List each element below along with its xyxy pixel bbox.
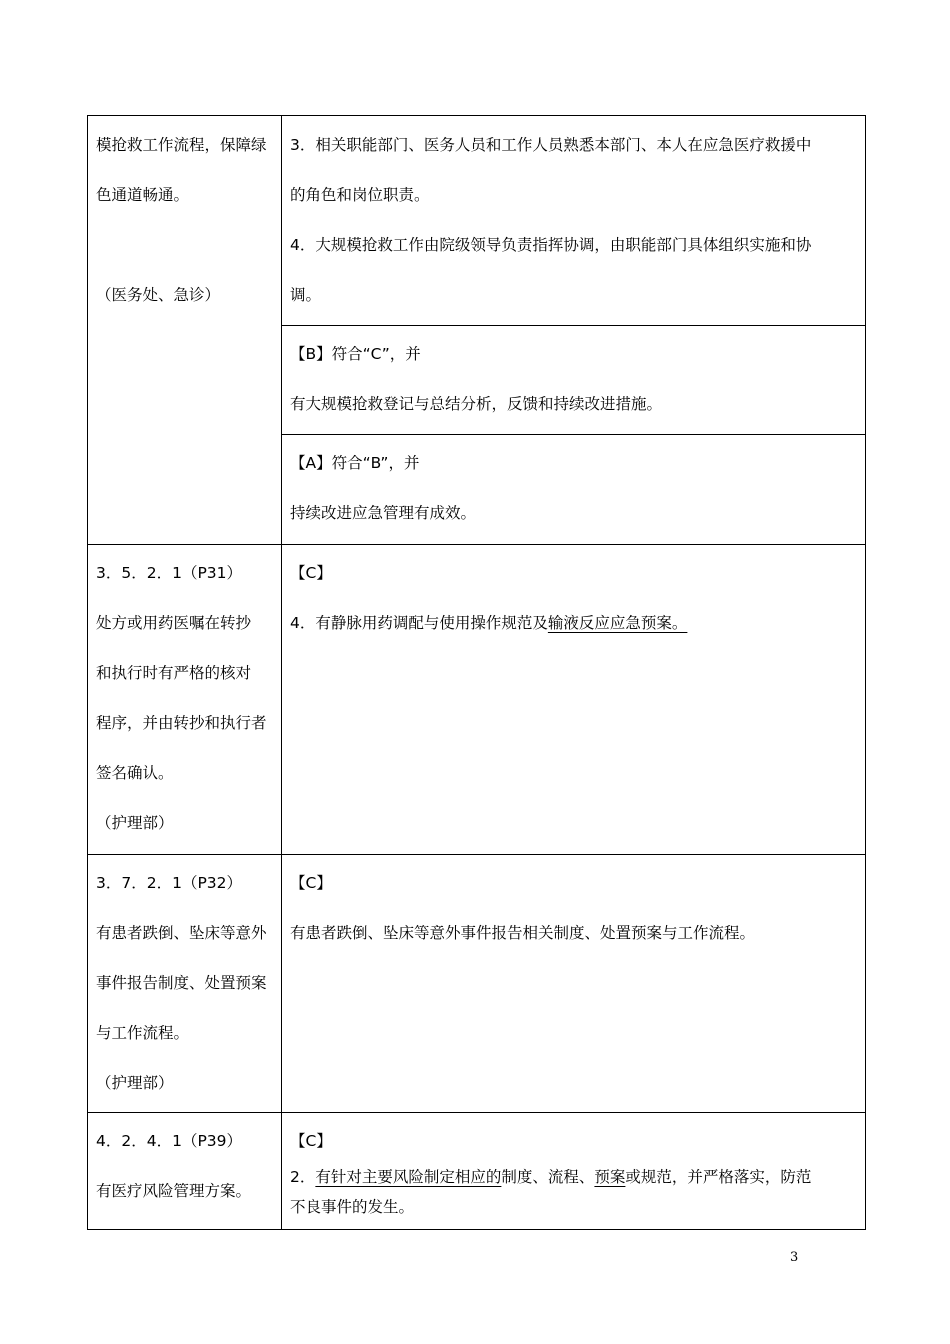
grade-label: 【C】 [290,564,332,582]
text-line: 不良事件的发生。 [290,1198,415,1216]
text-line: 4．大规模抢救工作由院级领导负责指挥协调，由职能部门具体组织实施和协 [290,236,812,254]
text-line: 持续改进应急管理有成效。 [290,504,477,522]
text-line: 与工作流程。 [96,1024,190,1042]
grade-a-cell [282,435,866,545]
document-table [87,115,866,1230]
page-number: 3 [790,1250,799,1265]
requirement-cell [88,855,282,1113]
text-line: 有患者跌倒、坠床等意外 [96,924,267,942]
text-line: （医务处、急诊） [96,286,221,304]
clause-id: 3．5．2．1（P31） [96,564,243,582]
text-line [290,1162,859,1192]
table-row [88,1113,866,1230]
text-line: 程序，并由转抄和执行者 [96,714,267,732]
requirement-cell [88,545,282,855]
text-segment: 4．有静脉用药调配与使用操作规范及 [290,614,548,632]
text-line: 有医疗风险管理方案。 [96,1182,252,1200]
text-line: 事件报告制度、处置预案 [96,974,267,992]
standard-cell [282,116,866,326]
requirement-cell [88,1113,282,1230]
table-row [88,116,866,326]
text-line: 有大规模抢救登记与总结分析，反馈和持续改进措施。 [290,395,663,413]
text-line: 有患者跌倒、坠床等意外事件报告相关制度、处置预案与工作流程。 [290,924,756,942]
table-row [88,855,866,1113]
grade-label: 【C】 [290,874,332,892]
clause-id: 4．2．4．1（P39） [96,1132,243,1150]
text-line: 色通道畅通。 [96,186,190,204]
grade-label: 【A】符合“B”，并 [290,454,420,472]
text-line [96,220,275,270]
standard-cell [282,1113,866,1230]
text-segment: 2． [290,1168,316,1186]
clause-id: 3．7．2．1（P32） [96,874,243,892]
text-line: 3．相关职能部门、医务人员和工作人员熟悉本部门、本人在应急医疗救援中 [290,136,812,154]
text-line: 模抢救工作流程，保障绿 [96,136,267,154]
requirement-cell [88,116,282,545]
standard-cell [282,545,866,855]
standard-cell [282,855,866,1113]
underlined-text: 有针对主要风险制定相应的 [315,1168,502,1186]
text-segment: 或规范，并严格落实，防范 [625,1168,812,1186]
department-label: （护理部） [96,1074,174,1092]
text-line: 的角色和岗位职责。 [290,186,430,204]
text-line: 和执行时有严格的核对 [96,664,252,682]
text-segment: 制度、流程、 [501,1168,595,1186]
text-line [290,598,859,648]
text-line: 调。 [290,286,322,304]
text-line: 签名确认。 [96,764,174,782]
department-label: （护理部） [96,814,174,832]
underlined-text: 输液反应应急预案。 [547,614,688,632]
grade-label: 【C】 [290,1132,332,1150]
text-line: 处方或用药医嘱在转抄 [96,614,252,632]
grade-b-cell [282,326,866,435]
grade-label: 【B】符合“C”，并 [290,345,421,363]
underlined-text: 预案 [594,1168,626,1186]
table-row [88,545,866,855]
